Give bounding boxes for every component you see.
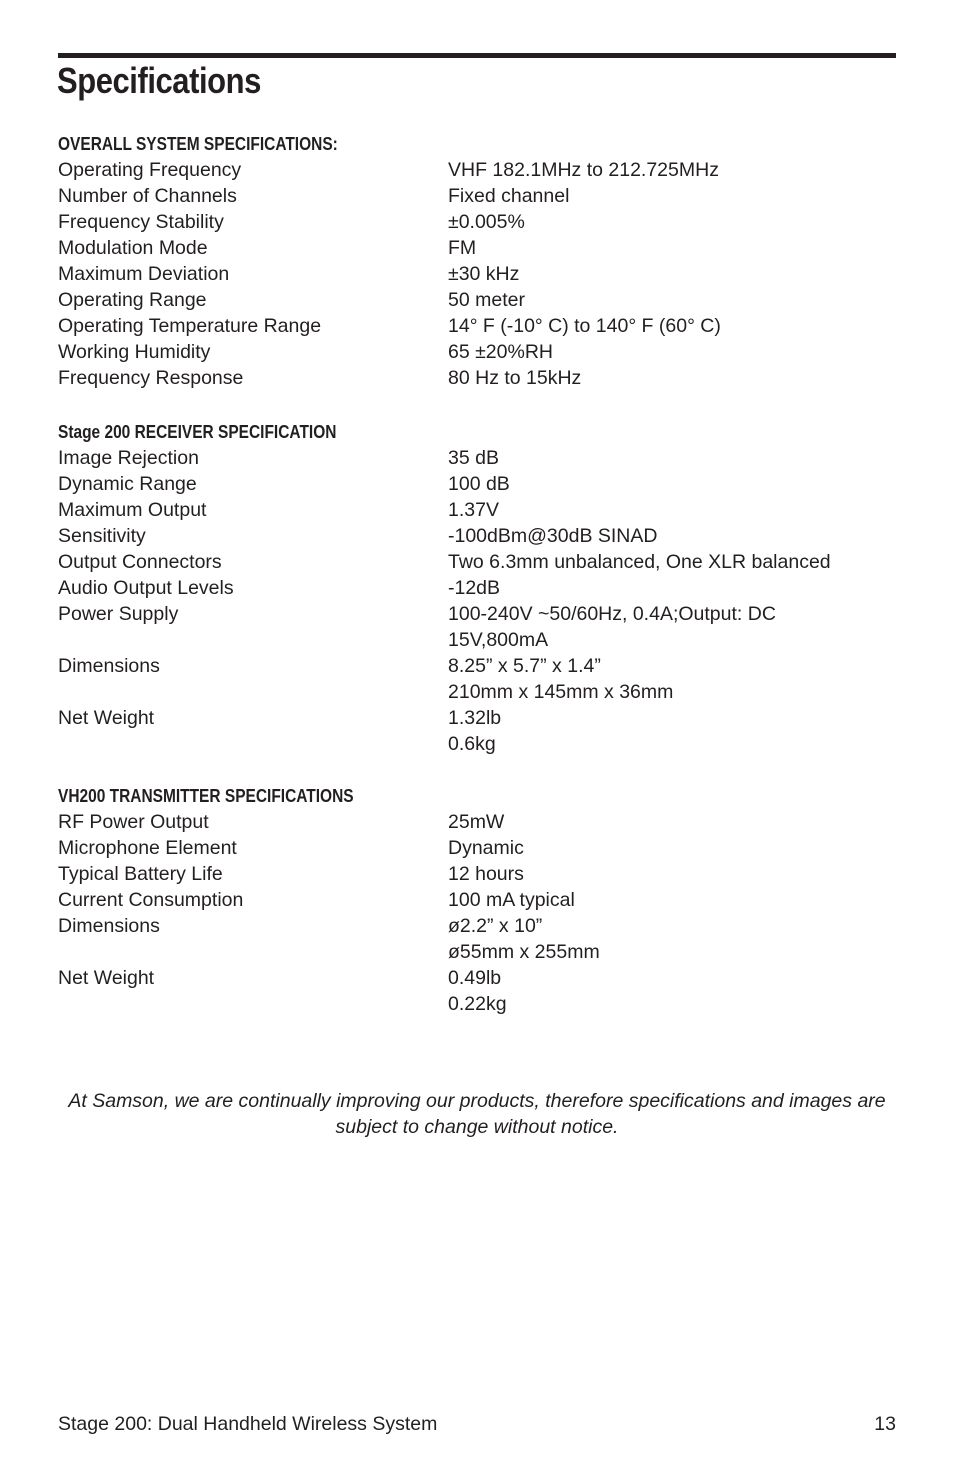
spec-label: Current Consumption <box>58 889 244 911</box>
spec-value-line: VHF 182.1MHz to 212.725MHz <box>448 159 719 181</box>
spec-value <box>448 471 898 497</box>
spec-value <box>448 287 898 313</box>
spec-row <box>58 497 898 523</box>
spec-value-line: 100 mA typical <box>448 889 575 911</box>
spec-value-line: 8.25” x 5.7” x 1.4” <box>448 655 601 677</box>
section-heading: Stage 200 RECEIVER SPECIFICATION <box>58 422 337 442</box>
spec-value <box>448 235 898 261</box>
spec-row <box>58 705 898 757</box>
spec-label: Audio Output Levels <box>58 577 234 599</box>
spec-value <box>448 497 898 523</box>
spec-row <box>58 365 898 391</box>
spec-value <box>448 809 898 835</box>
spec-label: Number of Channels <box>58 185 237 207</box>
spec-label: Modulation Mode <box>58 237 208 259</box>
spec-row <box>58 965 898 1017</box>
spec-label: Frequency Stability <box>58 211 224 233</box>
spec-value-line: 15V,800mA <box>448 629 549 651</box>
spec-value <box>448 445 898 471</box>
spec-row <box>58 549 898 575</box>
spec-value <box>448 523 898 549</box>
top-rule <box>58 53 896 58</box>
spec-label: Operating Frequency <box>58 159 242 181</box>
spec-value-line: Dynamic <box>448 837 524 859</box>
spec-value-line: 35 dB <box>448 447 499 469</box>
spec-row <box>58 861 898 887</box>
spec-value <box>448 913 898 965</box>
spec-row <box>58 209 898 235</box>
spec-value-line: -12dB <box>448 577 501 599</box>
spec-row <box>58 887 898 913</box>
spec-value <box>448 601 898 653</box>
spec-value-line: ø2.2” x 10” <box>448 915 543 937</box>
spec-row <box>58 287 898 313</box>
spec-value <box>448 209 898 235</box>
spec-value-line: 100 dB <box>448 473 510 495</box>
spec-value-line: 25mW <box>448 811 505 833</box>
spec-row <box>58 339 898 365</box>
receiver-specification-section <box>58 419 898 757</box>
spec-row <box>58 313 898 339</box>
spec-row <box>58 261 898 287</box>
page-number: 13 <box>874 1413 896 1435</box>
spec-label: Net Weight <box>58 707 155 729</box>
spec-label: Image Rejection <box>58 447 199 469</box>
spec-value-line: ±30 kHz <box>448 263 520 285</box>
spec-row <box>58 523 898 549</box>
spec-value-line: 12 hours <box>448 863 524 885</box>
spec-value <box>448 339 898 365</box>
transmitter-specifications-section <box>58 783 898 1017</box>
disclaimer-note: At Samson, we are continually improving our products, therefore specifications and images are subject to change without notice. <box>68 1090 886 1138</box>
spec-value-line: ø55mm x 255mm <box>448 941 600 963</box>
spec-value <box>448 261 898 287</box>
spec-label: Net Weight <box>58 967 155 989</box>
spec-value-line: Two 6.3mm unbalanced, One XLR balanced <box>448 551 831 573</box>
spec-value-line: 0.6kg <box>448 733 496 755</box>
spec-row <box>58 183 898 209</box>
spec-label: Operating Temperature Range <box>58 315 322 337</box>
spec-label: Operating Range <box>58 289 207 311</box>
spec-row <box>58 601 898 653</box>
spec-value-line: ±0.005% <box>448 211 525 233</box>
spec-value-line: 0.22kg <box>448 993 507 1015</box>
spec-value-line: 14° F (-10° C) to 140° F (60° C) <box>448 315 721 337</box>
section-heading: VH200 TRANSMITTER SPECIFICATIONS <box>58 786 354 806</box>
overall-system-specifications-section <box>58 131 898 391</box>
spec-value <box>448 549 898 575</box>
spec-value <box>448 965 898 1017</box>
spec-value-line: 65 ±20%RH <box>448 341 554 363</box>
spec-row <box>58 445 898 471</box>
spec-value-line: 210mm x 145mm x 36mm <box>448 681 674 703</box>
spec-value <box>448 653 898 705</box>
spec-row <box>58 235 898 261</box>
spec-row <box>58 835 898 861</box>
spec-row <box>58 653 898 705</box>
spec-row <box>58 575 898 601</box>
page-title: Specifications <box>57 60 261 101</box>
spec-label: Microphone Element <box>58 837 237 859</box>
spec-value-line: 100-240V ~50/60Hz, 0.4A;Output: DC <box>448 603 776 625</box>
spec-value-line: FM <box>448 237 477 259</box>
spec-row <box>58 471 898 497</box>
spec-label: Typical Battery Life <box>58 863 223 885</box>
spec-value <box>448 157 898 183</box>
spec-value <box>448 575 898 601</box>
spec-row <box>58 157 898 183</box>
spec-value-line: 0.49lb <box>448 967 502 989</box>
spec-label: Maximum Deviation <box>58 263 230 285</box>
footer-title: Stage 200: Dual Handheld Wireless System <box>58 1413 438 1435</box>
spec-value <box>448 861 898 887</box>
spec-value-line: 80 Hz to 15kHz <box>448 367 582 389</box>
spec-label: Sensitivity <box>58 525 146 547</box>
spec-value <box>448 183 898 209</box>
spec-label: Dimensions <box>58 655 160 677</box>
spec-label: Maximum Output <box>58 499 207 521</box>
spec-value-line: 50 meter <box>448 289 525 311</box>
spec-label: Frequency Response <box>58 367 244 389</box>
spec-value-line: 1.32lb <box>448 707 502 729</box>
spec-value-line: 1.37V <box>448 499 499 521</box>
section-heading: OVERALL SYSTEM SPECIFICATIONS: <box>58 134 338 154</box>
spec-value-line: Fixed channel <box>448 185 570 207</box>
spec-value-line: -100dBm@30dB SINAD <box>448 525 658 547</box>
spec-label: Dynamic Range <box>58 473 197 495</box>
spec-value <box>448 705 898 757</box>
spec-label: Dimensions <box>58 915 160 937</box>
spec-row <box>58 913 898 965</box>
spec-row <box>58 809 898 835</box>
spec-value <box>448 835 898 861</box>
spec-value <box>448 313 898 339</box>
spec-value <box>448 887 898 913</box>
spec-label: Output Connectors <box>58 551 222 573</box>
spec-value <box>448 365 898 391</box>
spec-label: RF Power Output <box>58 811 209 833</box>
spec-label: Power Supply <box>58 603 179 625</box>
spec-label: Working Humidity <box>58 341 211 363</box>
